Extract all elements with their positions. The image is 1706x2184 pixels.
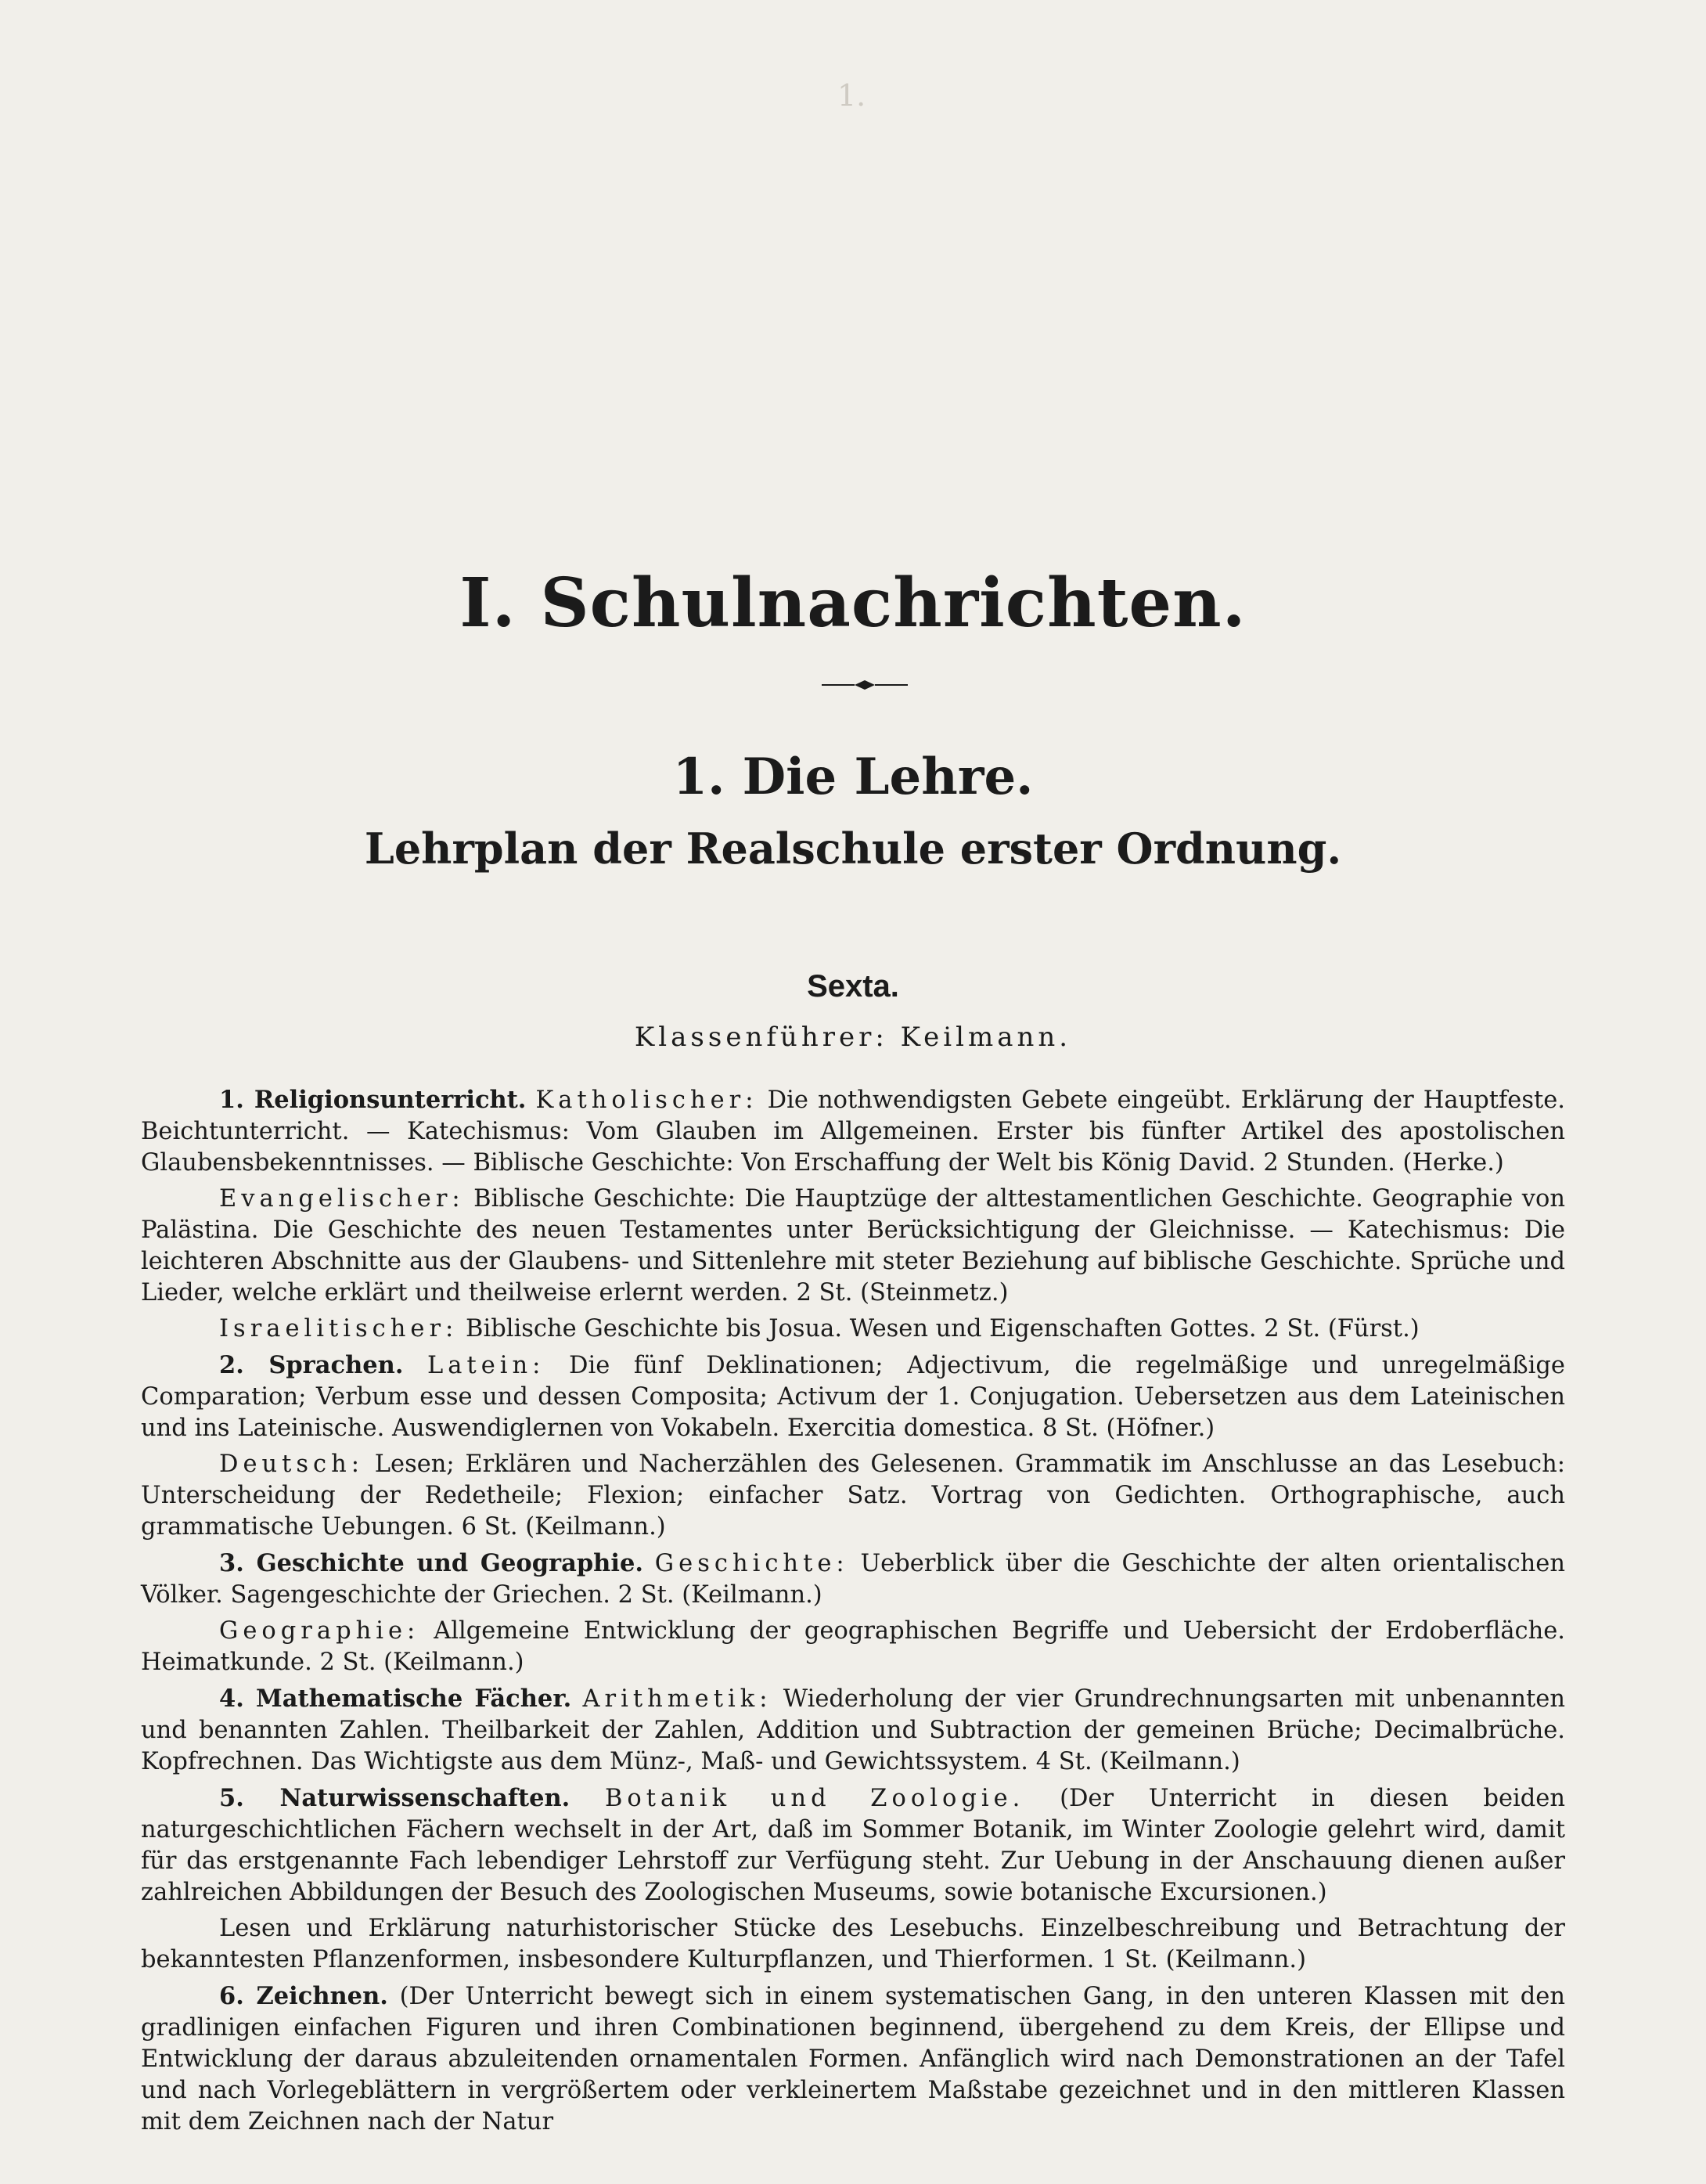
- paragraph-text: Ueberblick über die Geschichte der alten orientalischen Völker. Sagengeschichte der Griechen. 2 St. (Keilmann.): [141, 1550, 1565, 1609]
- subject-label: Arithmetik:: [582, 1685, 772, 1713]
- paragraph-geography: [141, 1616, 1565, 1678]
- paragraph-history: [141, 1548, 1565, 1611]
- paragraph-natural-sciences: [141, 1782, 1565, 1908]
- paragraph-mathematics: [141, 1683, 1565, 1778]
- paragraph-text: (Der Unterricht bewegt sich in einem systematischen Gang, in den unteren Klassen mit den gradlinigen einfachen Figuren und ihren Combinationen beginnend, übergehend zu dem Kreis, der Ellipse und Entwicklung der daraus abzuleitenden ornamentalen Formen. Anfänglich wird nach Demonstrationen an der Tafel und nach Vorlegeblättern in vergrößertem oder verkleinertem Maßstabe gezeichnet und in den mittleren Klassen mit dem Zeichnen nach der Natur: [141, 1983, 1566, 2135]
- paragraph-text: Lesen; Erklären und Nacherzählen des Gelesenen. Grammatik im Anschlusse an das Lesebuch: Unterscheidung der Redetheile; Flexion; einfacher Satz. Vortrag von Gedichten. Orthographische, auch grammatische Uebungen. 6 St. (Keilmann.): [141, 1451, 1565, 1541]
- paragraph-languages-latin: [141, 1350, 1565, 1444]
- subject-label: Deutsch:: [219, 1451, 365, 1478]
- paragraph-text: Lesen und Erklärung naturhistorischer Stücke des Lesebuchs. Einzelbeschreibung und Betrachtung der bekanntesten Pflanzenformen, insbesondere Kulturpflanzen, und Thierformen. 1 St. (Keilmann.): [141, 1915, 1565, 1973]
- paragraph-religion-evangelical: [141, 1184, 1565, 1309]
- subject-label: Geographie:: [219, 1617, 420, 1645]
- paragraph-text: Die fünf Deklinationen; Adjectivum, die regelmäßige und unregelmäßige Comparation; Verbum esse und dessen Composita; Activum der 1. Conjugation. Uebersetzen aus dem Lateinischen und ins Lateinische. Auswendiglernen von Vokabeln. Exercitia domestica. 8 St. (Höfner.): [141, 1352, 1565, 1442]
- ornament-divider: [822, 679, 908, 690]
- subsection-heading: 1. Die Lehre.: [672, 748, 1034, 806]
- subject-lead: 2. Sprachen.: [219, 1351, 404, 1379]
- class-leader: Klassenführer: Keilmann.: [634, 1022, 1072, 1053]
- subject-lead: 4. Mathematische Fächer.: [219, 1685, 572, 1713]
- subject-lead: 5. Naturwissenschaften.: [219, 1784, 570, 1812]
- paragraph-text: (Der Unterricht in diesen beiden naturgeschichtlichen Fächern wechselt in der Art, daß im Sommer Botanik, im Winter Zoologie gelehrt wird, damit für das erstgenannte Fach lebendiger Lehrstoff zur Verfügung steht. Zur Uebung in der Anschauung dienen außer zahlreichen Abbildungen der Besuch des Zoologischen Museums, sowie botanische Excursionen.): [141, 1785, 1565, 1906]
- subject-lead: 1. Religionsunterricht.: [219, 1086, 527, 1114]
- paragraph-drawing: [141, 1980, 1565, 2138]
- subject-label: Evangelischer:: [219, 1185, 465, 1213]
- paragraph-text: Die nothwendigsten Gebete eingeübt. Erklärung der Hauptfeste. Beichtunterricht. — Katechismus: Vom Glauben im Allgemeinen. Erster bis fünfter Artikel des apostolischen Glaubensbekenntnisses. — Biblische Geschichte: Von Erschaffung der Welt bis König David. 2 Stunden. (Herke.): [141, 1087, 1565, 1177]
- paragraph-text: Biblische Geschichte bis Josua. Wesen und Eigenschaften Gottes. 2 St. (Fürst.): [466, 1315, 1420, 1342]
- subject-label: Botanik und Zoologie.: [605, 1785, 1025, 1812]
- curriculum-title: Lehrplan der Realschule erster Ordnung.: [364, 824, 1342, 874]
- subject-label: Latein:: [427, 1352, 545, 1379]
- subject-label: Israelitischer:: [219, 1315, 459, 1342]
- curriculum-body: [141, 1084, 1565, 2143]
- subject-lead: 6. Zeichnen.: [219, 1982, 388, 2010]
- paragraph-text: Allgemeine Entwicklung der geographischen Begriffe und Uebersicht der Erdoberfläche. Heimatkunde. 2 St. (Keilmann.): [141, 1617, 1565, 1676]
- subject-lead: 3. Geschichte und Geographie.: [219, 1549, 643, 1577]
- paragraph-religion-israelite: [141, 1314, 1565, 1345]
- paragraph-natural-reading: [141, 1913, 1565, 1976]
- paragraph-text: Wiederholung der vier Grundrechnungsarten mit unbenannten und benannten Zahlen. Theilbarkeit der Zahlen, Addition und Subtraction der gemeinen Brüche; Decimalbrüche. Kopfrechnen. Das Wichtigste aus dem Münz-, Maß- und Gewichtssystem. 4 St. (Keilmann.): [141, 1685, 1565, 1775]
- page-number: 1.: [837, 78, 866, 113]
- subject-label: Katholischer:: [535, 1087, 758, 1114]
- subject-label: Geschichte:: [654, 1550, 849, 1577]
- section-heading: I. Schulnachrichten.: [459, 564, 1247, 643]
- paragraph-text: Biblische Geschichte: Die Hauptzüge der alttestamentlichen Geschichte. Geographie von Palästina. Die Geschichte des neuen Testamentes unter Berücksichtigung der Gleichnisse. — Katechismus: Die leichteren Abschnitte aus der Glaubens- und Sittenlehre mit steter Beziehung auf biblische Geschichte. Sprüche und Lieder, welche erklärt und theilweise erlernt werden. 2 St. (Steinmetz.): [141, 1185, 1565, 1306]
- paragraph-languages-german: [141, 1449, 1565, 1543]
- paragraph-religion-catholic: [141, 1084, 1565, 1179]
- class-heading: Sexta.: [807, 969, 899, 1004]
